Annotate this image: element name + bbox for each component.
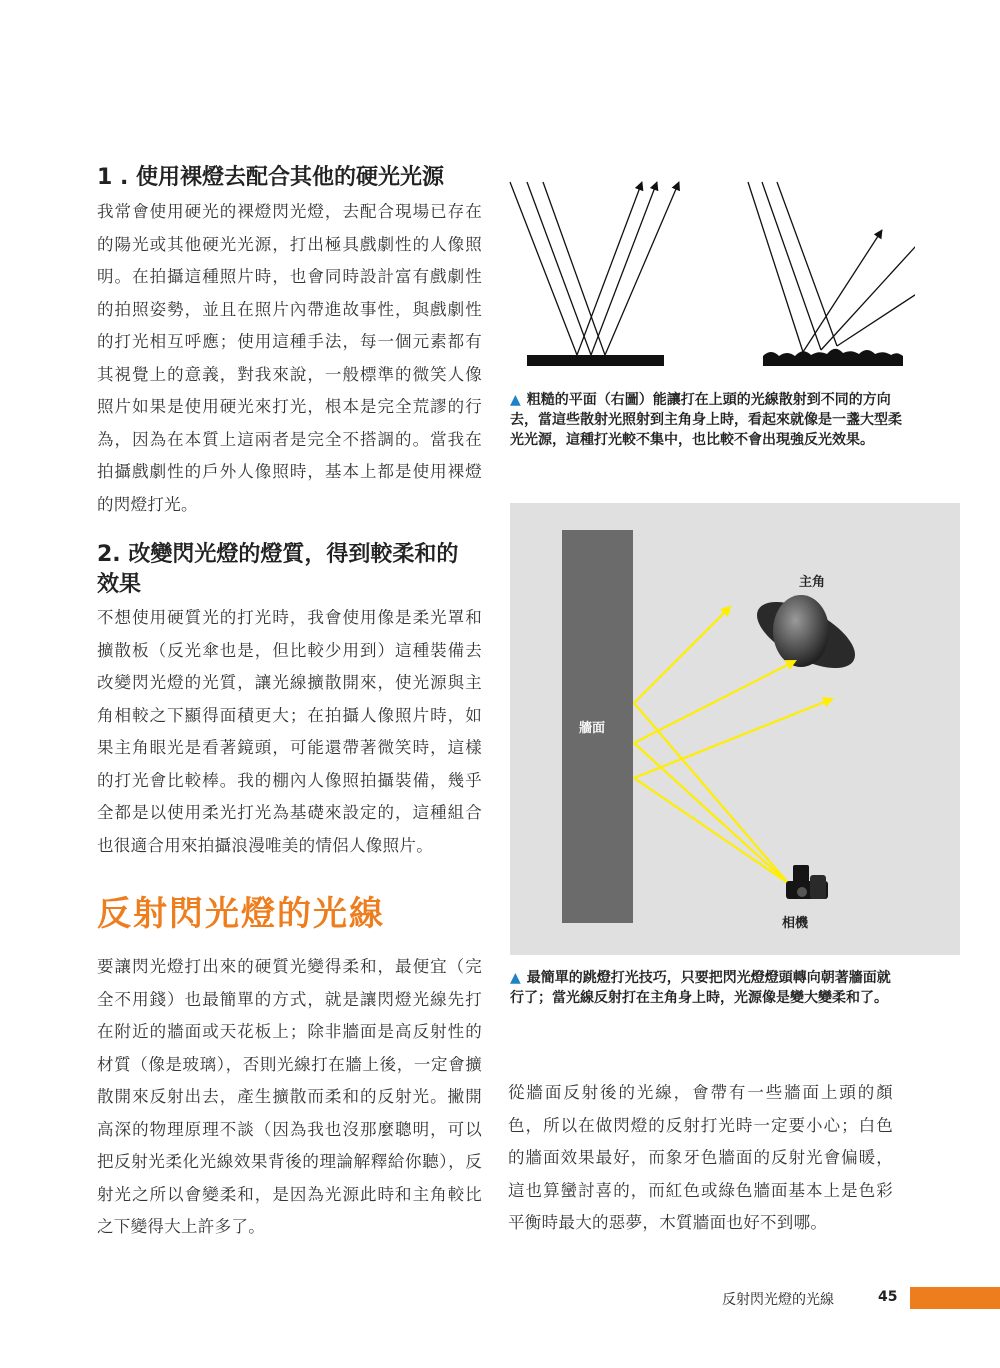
smooth-surface [527,355,664,366]
camera-label: 相機 [781,916,809,931]
subject-label: 主角 [798,575,826,590]
reflected-ray [577,182,642,355]
footer-title: 反射閃光燈的光線 [722,1292,834,1308]
caption1-text: 粗糙的平面（右圖）能讓打在上頭的光線散射到不同的方向去，當這些散射光照射到主角身上時，看起來就像是一盞大型柔光光源，這種打光較不集中，也比較不會出現強反光效果。 [510,392,902,448]
section1-heading: 1 . 使用裸燈去配合其他的硬光光源 [97,165,444,190]
reflected-ray [591,182,657,355]
section2-heading-line2: 效果 [97,572,142,597]
section2-heading [97,540,487,600]
incident-ray [748,182,803,352]
incident-ray [527,182,591,355]
footer-accent-bar [910,1287,1000,1309]
incident-ray [543,182,605,355]
scattered-ray [821,212,915,350]
section3-body: 要讓閃光燈打出來的硬質光變得柔和，最便宜（完全不用錢）也最簡單的方式，就是讓閃燈光線先打在附近的牆面或天花板上；除非牆面是高反射性的材質（像是玻璃），否則光線打在牆上後，一定會擴散開來反射出去，產生擴散而柔和的反射光。撇開高深的物理原理不談（因為我也沒那麼聰明，可以把反射光柔化光線效果背後的理論解釋給你聽），反射光之所以會變柔和，是因為光源此時和主角較比之下變得大上許多了。 [97,957,482,1236]
rough-surface-diagram [748,182,915,366]
caption-reflection-diagram [510,390,902,450]
section1-body: 我常會使用硬光的裸燈閃光燈，去配合現場已存在的陽光或其他硬光光源，打出極具戲劇性的人像照明。在拍攝這種照片時，也會同時設計富有戲劇性的拍照姿勢，並且在照片內帶進故事性，與戲劇性的打光相互呼應；使用這種手法，每一個元素都有其視覺上的意義，對我來說，一般標準的微笑人像照片如果是使用硬光來打光，根本是完全荒謬的行為，因為在本質上這兩者是完全不搭調的。當我在拍攝戲劇性的戶外人像照時，基本上都是使用裸燈的閃燈打光。 [97,202,482,514]
reflection-diagram [505,170,915,375]
caption2-text: 最簡單的跳燈打光技巧，只要把閃光燈燈頭轉向朝著牆面就行了；當光線反射打在主角身上時，光源像是變大變柔和了。 [510,970,891,1006]
section2-heading-line1: 2. 改變閃光燈的燈質，得到較柔和的 [97,542,459,567]
section2-body: 不想使用硬質光的打光時，我會使用像是柔光罩和擴散板（反光傘也是，但比較少用到）這種裝備去改變閃光燈的光質，讓光線擴散開來，使光源與主角相較之下顯得面積更大；在拍攝人像照片時，如果主角眼光是看著鏡頭，可能還帶著微笑時，這樣的打光會比較棒。我的棚內人像照拍攝裝備，幾乎全都是以使用柔光打光為基礎來設定的，這種組合也很適合用來拍攝浪漫唯美的情侶人像照片。 [97,608,482,855]
incident-ray [510,182,577,355]
scattered-ray [803,230,882,352]
incident-ray [762,182,821,350]
section4-body: 從牆面反射後的光線，會帶有一些牆面上頭的顏色，所以在做閃燈的反射打光時一定要小心；白色的牆面效果最好，而象牙色牆面的反射光會偏暖，這也算蠻討喜的，而紅色或綠色牆面基本上是色彩平衡時最大的惡夢，木質牆面也好不到哪。 [508,1083,893,1232]
reflected-ray [605,182,679,355]
rough-surface [763,349,903,366]
wall-label: 牆面 [578,721,606,736]
caption-marker-icon: ▲ [510,392,521,408]
main-title: 反射閃光燈的光線 [97,894,385,934]
page-number: 45 [878,1289,898,1305]
bounce-flash-diagram [510,503,960,955]
caption-marker-icon: ▲ [510,970,521,986]
incident-ray [777,182,837,346]
caption-bounce-diagram [510,968,902,1008]
scattered-ray [837,272,915,346]
smooth-surface-diagram [510,182,679,366]
